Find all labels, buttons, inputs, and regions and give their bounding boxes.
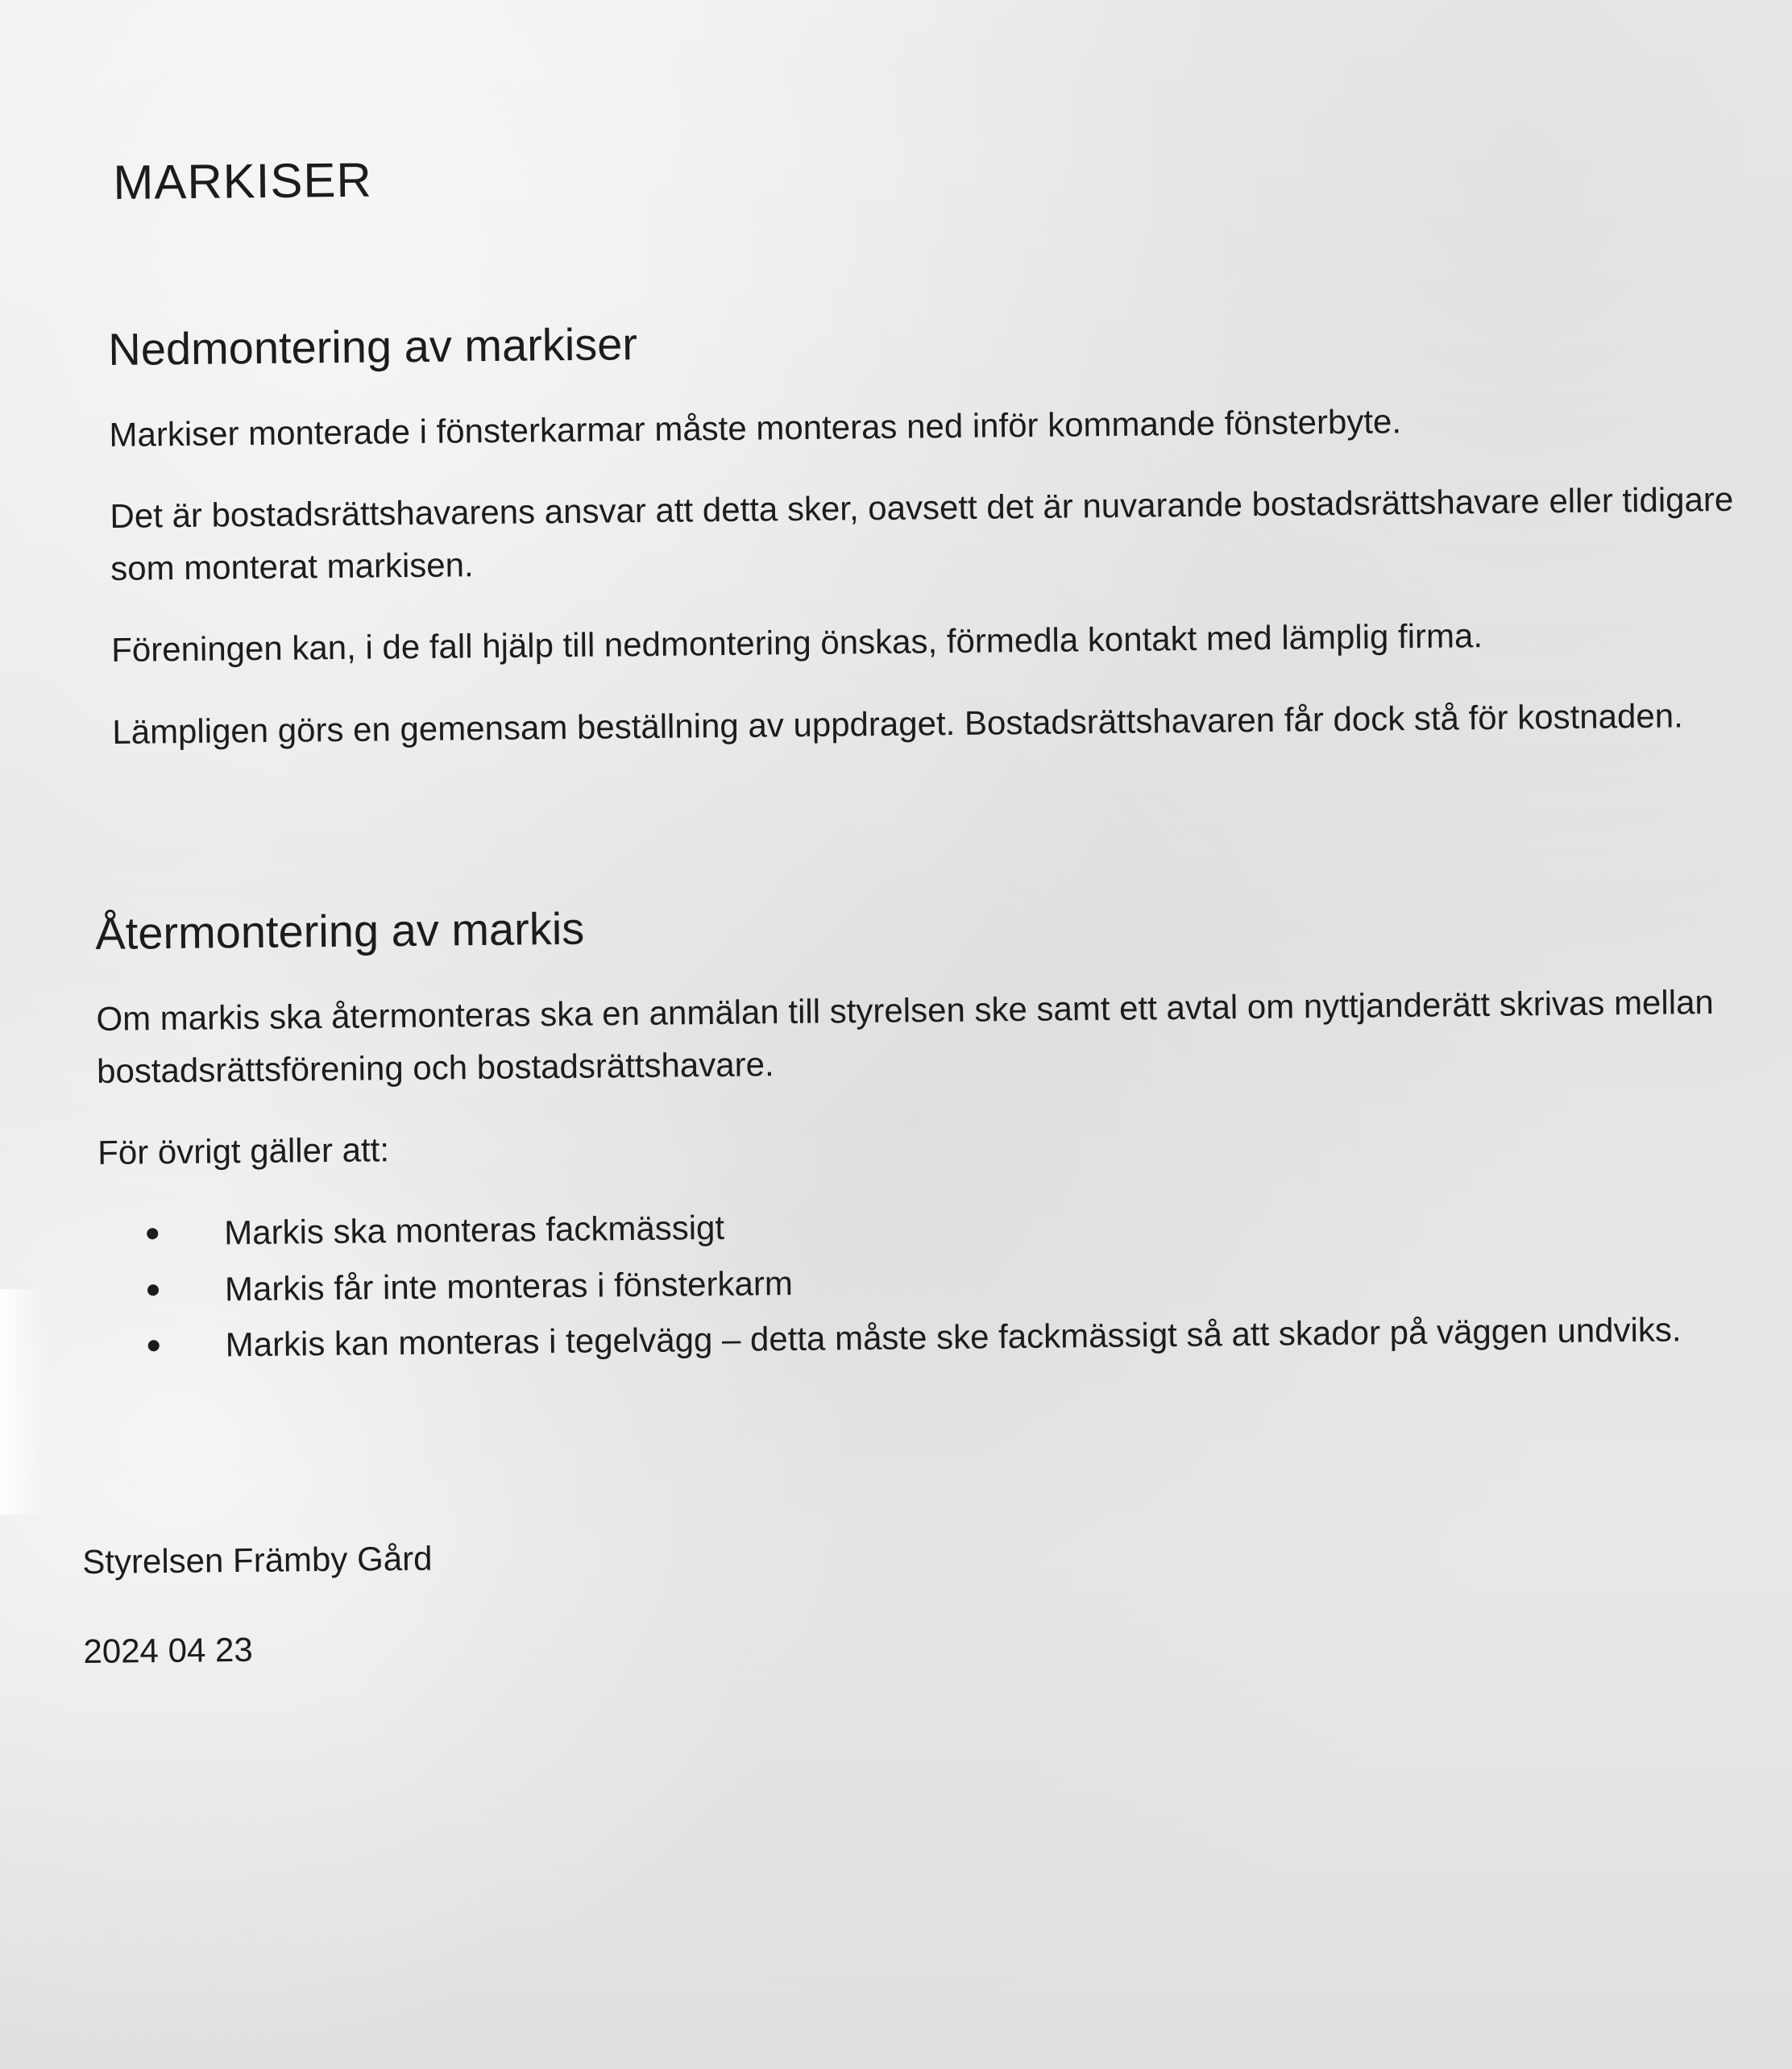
- list-item-text: Markis kan monteras i tegelvägg – detta måste ske fackmässigt så att skador på väggen undviks.: [225, 1310, 1682, 1363]
- paragraph-removal-1: Markiser monterade i fönsterkarmar måste monteras ned inför kommande fönsterbyte.: [109, 402, 1402, 454]
- list-item-text: Markis ska monteras fackmässigt: [224, 1209, 725, 1252]
- list-item-text: Markis får inte monteras i fönsterkarm: [224, 1263, 794, 1308]
- bullet-icon: [147, 1284, 159, 1296]
- bullet-icon: [147, 1229, 158, 1240]
- paragraph-removal-4: Lämpligen görs en gemensam beställning av uppdraget. Bostadsrättshavaren får dock stå för kostnaden.: [112, 696, 1683, 751]
- rules-list: [98, 1191, 1776, 1372]
- paragraph-reinstall-2: För övrigt gäller att:: [97, 1130, 390, 1172]
- section-removal: [108, 305, 1789, 786]
- signature-block: [82, 1521, 1760, 1717]
- section-heading-removal: Nedmontering av markiser: [108, 318, 638, 375]
- paragraph-removal-2: Det är bostadsrättshavarens ansvar att detta sker, oavsett det är nuvarande bostadsrättshavare eller tidigare som monterat markisen.: [110, 480, 1734, 588]
- document-title: MARKISER: [113, 152, 373, 209]
- paper-light-edge: [0, 1289, 48, 1515]
- section-heading-reinstall: Återmontering av markis: [95, 902, 585, 959]
- bullet-icon: [148, 1340, 160, 1351]
- paragraph-reinstall-1: Om markis ska återmonteras ska en anmälan till styrelsen ske samt ett avtal om nyttjanderätt skrivas mellan bostadsrättsförening och bostadsrättshavare.: [96, 983, 1715, 1091]
- paragraph-removal-3: Föreningen kan, i de fall hjälp till nedmontering önskas, förmedla kontakt med lämplig firma.: [111, 616, 1483, 670]
- signature-sender: Styrelsen Främby Gård: [82, 1539, 433, 1581]
- section-reinstall: [95, 889, 1776, 1374]
- signature-date: 2024 04 23: [83, 1630, 253, 1670]
